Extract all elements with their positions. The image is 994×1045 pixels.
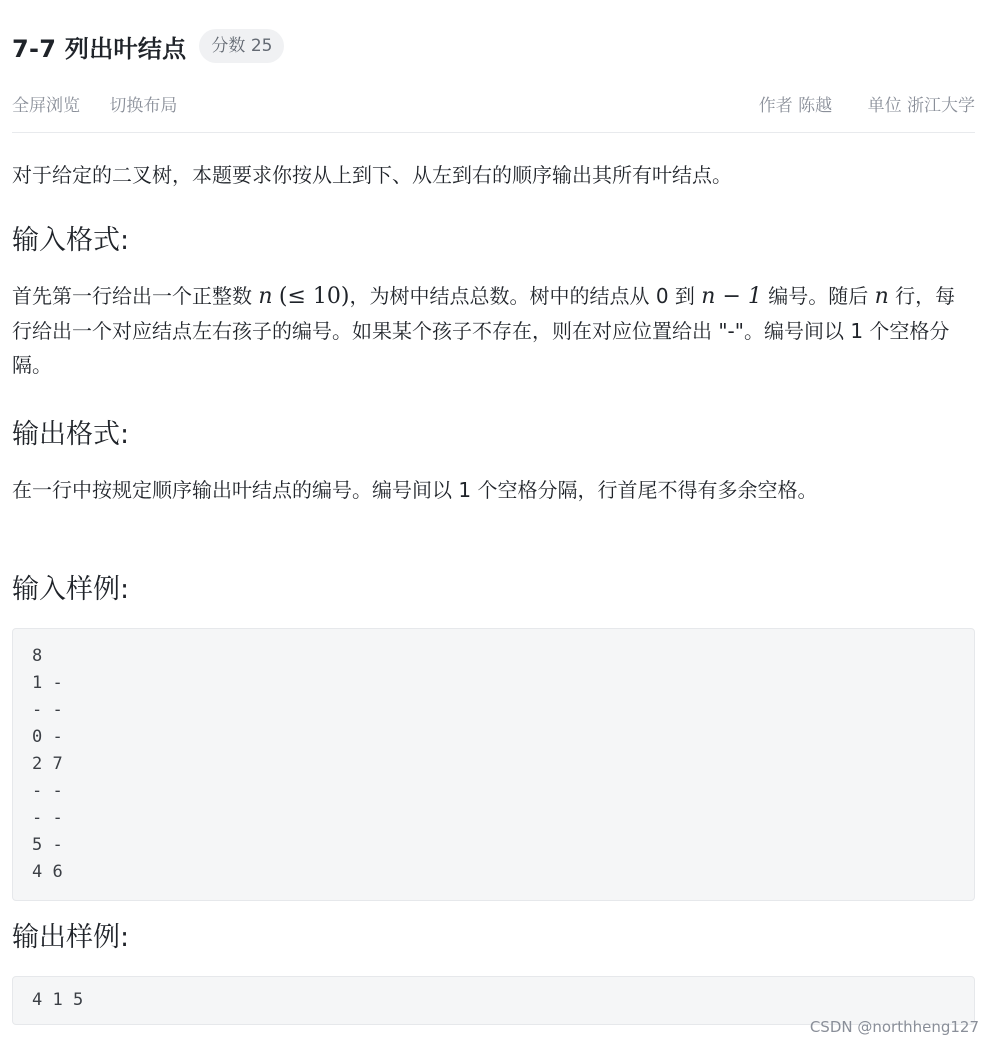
input-format-part-1: 首先第一行给出一个正整数 [12,284,252,308]
math-n: n [258,284,273,309]
output-format-heading: 输出格式: [12,419,130,450]
input-format-part-2: ，为树中结点总数。树中的结点从 0 到 [349,284,695,308]
input-format-part-3: 编号。随后 [768,284,869,308]
sample-output-heading-block [12,915,975,954]
sample-input-code [12,628,975,901]
author-label: 作者 陈越 [758,95,833,116]
math-n-2: n [874,284,889,309]
page-title: 7-7 列出叶结点 [12,34,187,63]
divider [12,132,975,133]
unit-label: 单位 浙江大学 [867,95,975,116]
input-format-text [12,279,957,382]
sample-input-heading-block [12,567,975,606]
meta-row [12,90,975,116]
math-range: n − 1 [701,284,762,309]
title-row [12,28,284,64]
input-format-part-4: 行，每行给出一个对应结点左右孩子的编号。如果某个孩子不存在，则在对应位置给出 "-"。编号间以 1 个空格分隔。 [12,284,956,377]
sample-output-code-text: 4 1 5 [32,990,84,1010]
fullscreen-button[interactable]: 全屏浏览 [12,95,80,116]
output-format-text: 在一行中按规定顺序输出叶结点的编号。编号间以 1 个空格分隔，行首尾不得有多余空格。 [12,478,818,502]
problem-statement [12,158,975,192]
view-controls [12,91,201,116]
problem-meta [729,91,975,116]
math-condition: (≤ 10) [278,284,350,309]
csdn-watermark: CSDN @northheng127 [809,1018,979,1036]
input-format-body [12,279,957,382]
output-format-body [12,473,937,507]
input-format-heading: 输入格式: [12,225,130,256]
score-badge: 分数 25 [199,29,284,63]
sample-output-heading: 输出样例: [12,922,130,953]
output-format-heading-block [12,412,975,451]
sample-input-code-text: 8 1 - - - 0 - 2 7 - - - - 5 - 4 6 [32,646,63,882]
switch-layout-button[interactable]: 切换布局 [109,95,178,116]
statement-text: 对于给定的二叉树，本题要求你按从上到下、从左到右的顺序输出其所有叶结点。 [12,163,732,187]
input-format-heading-block [12,218,975,257]
sample-input-heading: 输入样例: [12,574,130,605]
